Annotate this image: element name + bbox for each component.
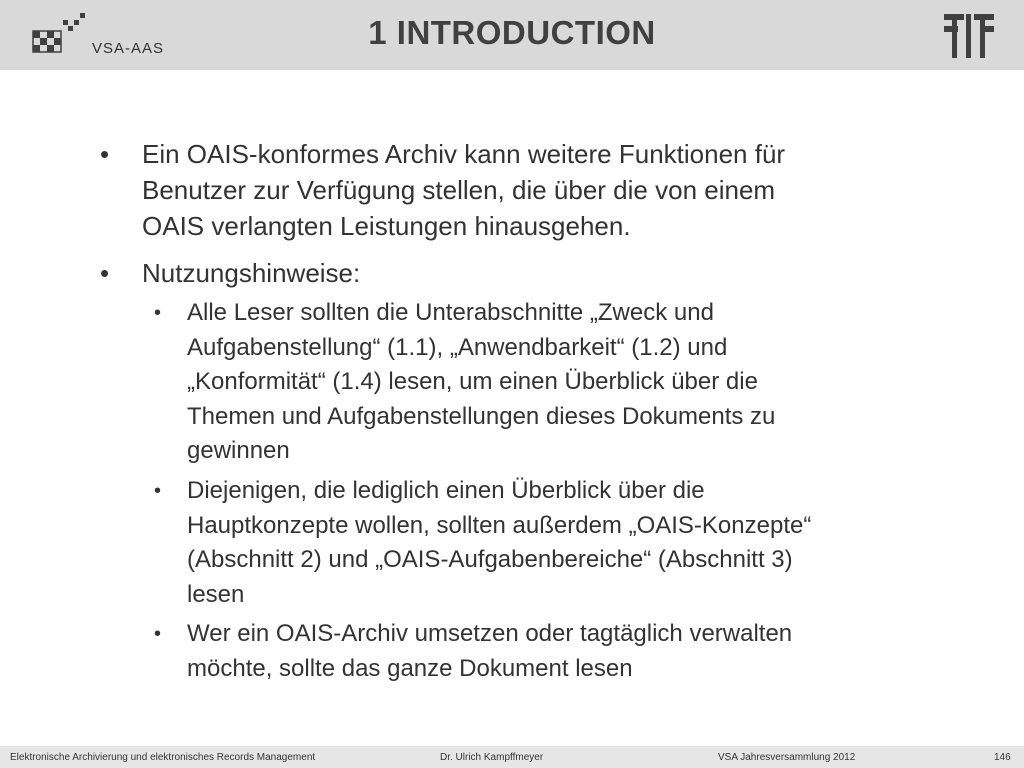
bullet-line: Alle Leser sollten die Unterabschnitte „Zweck und: [187, 299, 714, 326]
bullet-line: Themen und Aufgabenstellungen dieses Dokuments zu: [187, 402, 776, 430]
bullet-line: „Konformität“ (1.4) lesen, um einen Überblick über die: [187, 368, 758, 395]
bullet-line: (Abschnitt 2) und „OAIS-Aufgabenbereiche“ (Abschnitt 3): [187, 546, 793, 573]
bullet-line: OAIS verlangten Leistungen hinausgehen.: [142, 211, 631, 241]
logo-text: VSA-AAS: [92, 40, 165, 57]
bullet-item: [100, 255, 942, 291]
bullet-line: möchte, sollte das ganze Dokument lesen: [187, 654, 633, 682]
bullet-line: gewinnen: [187, 437, 290, 464]
bullet-line: Diejenigen, die lediglich einen Überblick über die: [187, 477, 705, 504]
sub-bullet-item: [154, 617, 927, 686]
page-number: 146: [994, 752, 1011, 763]
bullet-line: Hauptkonzepte wollen, sollten außerdem „OAIS-Konzepte“: [187, 511, 812, 539]
bullet-marker: •: [154, 302, 162, 324]
bullet-line: Aufgabenstellung“ (1.1), „Anwendbarkeit“ (1.2) und: [187, 333, 728, 361]
bullet-line: lesen: [187, 580, 245, 608]
bullet-marker: •: [154, 623, 162, 645]
footer-author: Dr. Ulrich Kampffmeyer: [440, 752, 544, 763]
footer-left-text: Elektronische Archivierung und elektronisches Records Management: [10, 752, 316, 763]
page-title: 1 INTRODUCTION: [368, 14, 656, 51]
bullet-item: [100, 136, 942, 244]
footer-event: VSA Jahresversammlung 2012: [718, 752, 856, 763]
bullet-line: Benutzer zur Verfügung stellen, die über die von einem: [142, 175, 776, 205]
footer-bar: [0, 746, 1024, 768]
bullet-marker: •: [154, 480, 162, 502]
bullet-line: Ein OAIS-konformes Archiv kann weitere Funktionen für: [142, 139, 786, 169]
bullet-marker: •: [100, 139, 110, 169]
bullet-marker: •: [100, 258, 110, 288]
sub-bullet-item: [154, 296, 927, 469]
header-bar: [0, 0, 1024, 70]
bullet-line: Nutzungshinweise:: [142, 258, 361, 288]
bullet-line: Wer ein OAIS-Archiv umsetzen oder tagtäglich verwalten: [187, 620, 793, 647]
brand-logo-icon: [944, 14, 994, 58]
sub-bullet-item: [154, 474, 927, 612]
